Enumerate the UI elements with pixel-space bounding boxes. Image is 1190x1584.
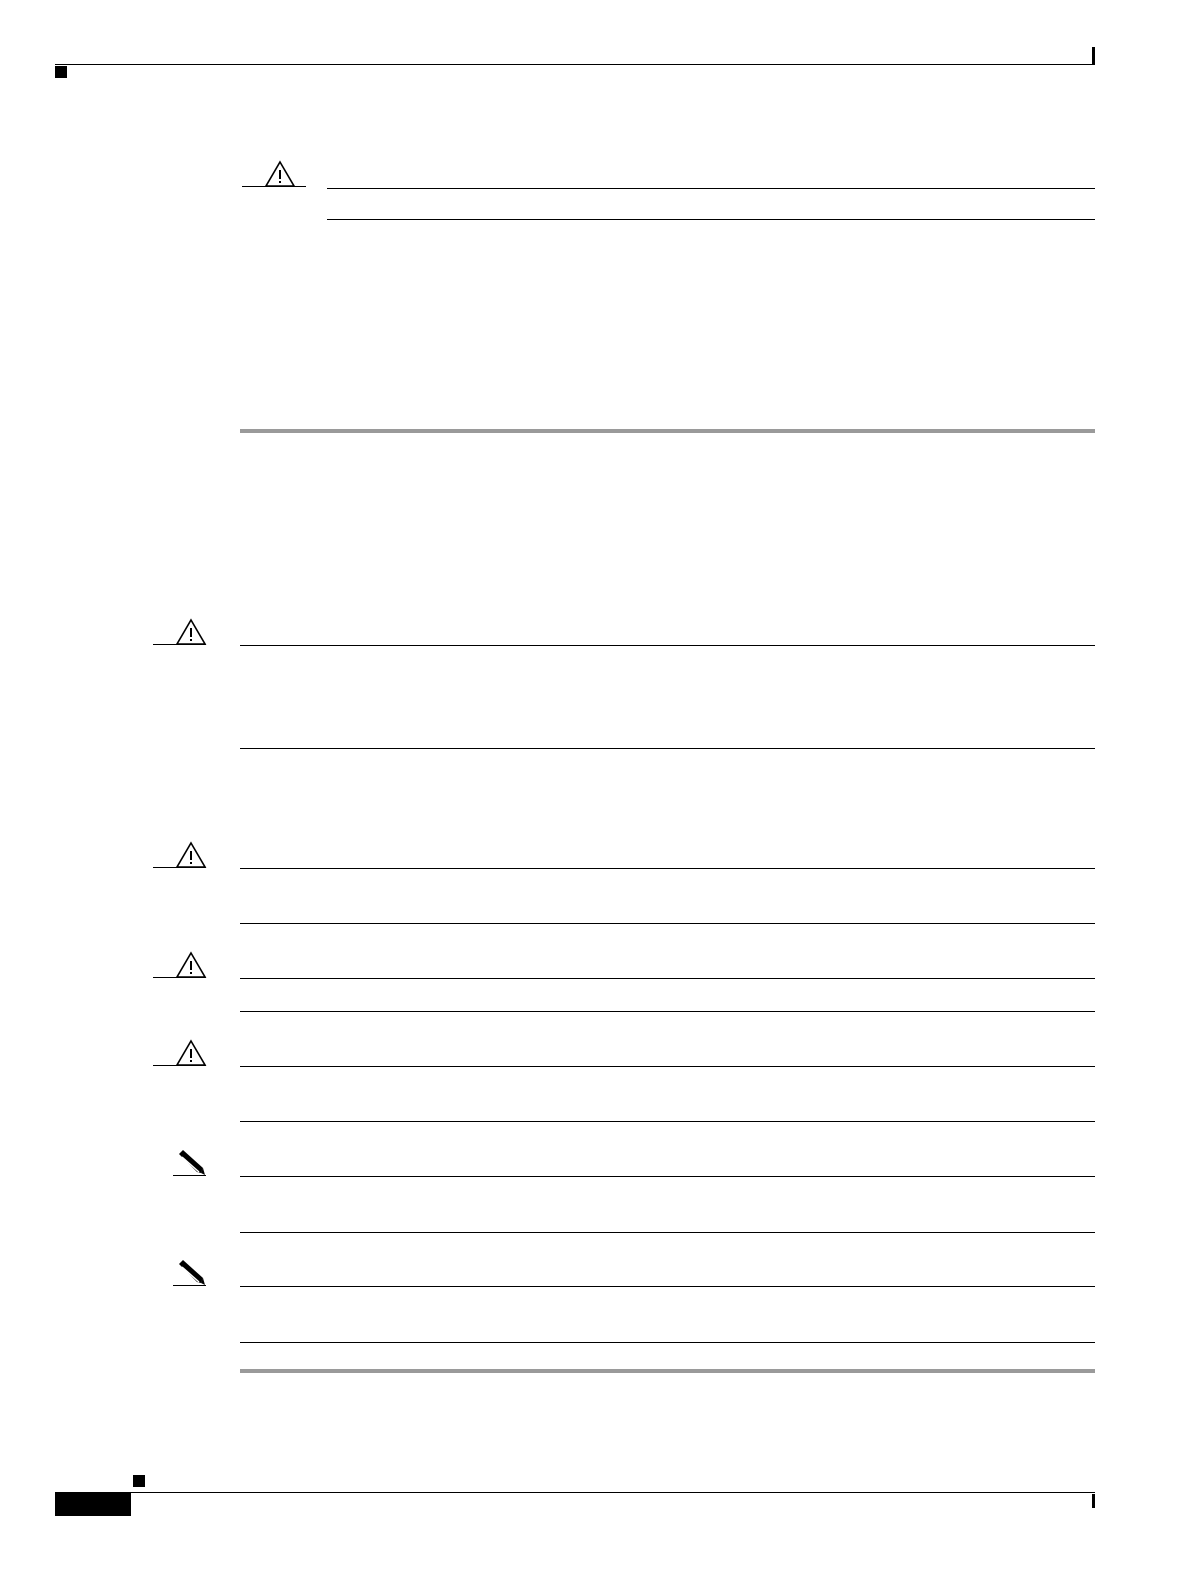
caution-triangle-icon	[175, 617, 207, 647]
caution-top-rule	[240, 645, 1095, 646]
caution-triangle-icon	[175, 1038, 207, 1068]
note-pencil-icon	[176, 1258, 206, 1286]
caution-bottom-rule	[240, 1011, 1095, 1012]
caution-icon-underline	[153, 1065, 206, 1066]
caution-triangle-icon	[264, 159, 296, 189]
caution-icon-underline	[153, 977, 206, 978]
header-right-tick	[1092, 47, 1095, 64]
section-divider	[240, 429, 1095, 433]
caution-triangle-icon	[175, 950, 207, 980]
footer-corner-marker	[133, 1475, 145, 1487]
caution-bottom-rule	[240, 923, 1095, 924]
caution-top-rule	[240, 978, 1095, 979]
caution-top-rule	[240, 1066, 1095, 1067]
note-icon-underline	[173, 1175, 206, 1176]
caution-triangle-icon	[175, 840, 207, 870]
note-bottom-rule	[240, 1342, 1095, 1343]
header-corner-marker	[55, 66, 67, 78]
note-top-rule	[240, 1176, 1095, 1177]
caution-bottom-rule	[240, 748, 1095, 749]
footer-page-tab	[55, 1493, 131, 1516]
caution-icon-underline	[153, 867, 206, 868]
note-bottom-rule	[240, 1232, 1095, 1233]
note-top-rule	[240, 1286, 1095, 1287]
caution-bottom-rule	[240, 1121, 1095, 1122]
caution-top-rule	[240, 868, 1095, 869]
caution-icon-underline	[153, 644, 206, 645]
section-end-divider	[240, 1369, 1095, 1373]
note-icon-underline	[173, 1285, 206, 1286]
footer-rule	[55, 1492, 1095, 1493]
header-rule	[55, 64, 1095, 65]
footer-right-tick	[1092, 1494, 1095, 1508]
caution-bottom-rule	[327, 219, 1095, 220]
caution-top-rule	[327, 188, 1095, 189]
note-pencil-icon	[176, 1148, 206, 1176]
caution-icon-underline	[242, 186, 306, 187]
